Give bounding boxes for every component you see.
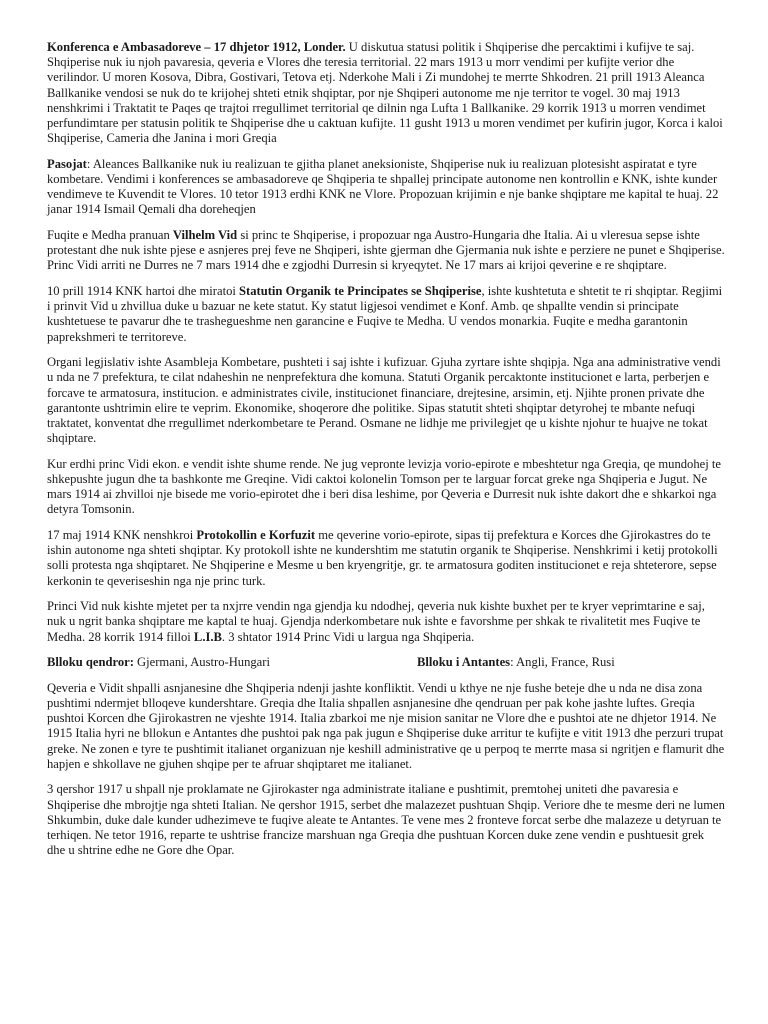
bold-vilhelm-vid: Vilhelm Vid: [172, 228, 238, 243]
paragraph-text: Qeveria e Vidit shpalli asnjanesine dhe Shqiperia ndenji jashte konfliktit. Vendi u kthye ne nje fushe beteje dhe u nda ne disa zona pushtimi ndermjet blloqeve kundershtare. Greqia dhe Italia shpallen asnjanesine dhe qendruan per pak kohe jashte luftes. Greqia pushtoi Korcen dhe Gjirokastren ne vjeshte 1914. Italia zbarkoi me nje mision sanitar ne Vlore dhe e pushtoi ate ne dhjetor 1914. Ne 1915 Italia hyri ne bllokun e Antantes dhe pushtoi pak nga pak jugun e Shqiperise duke arritur te kufijte e vitit 1913 dhe perzuri trupat greke. Ne zonen e tyre te pushtimit italianet organizuan nje keshill administrative qe u perpoq te merrte masa si ngritjen e flamurit dhe hapjen e shkollave ne gjuhen shqipe per te afruar shqiptaret me italianet.: [47, 680, 725, 771]
paragraph-text: , ishte kushtetuta e shtetit te ri shqiptar. Regjimi i prinvit Vid u zhvillua duke u bazuar ne kete statut. Ky statut ligjesoi vendimet e Konf. Amb. qe shpallte vendin si principate kushtetuese te pavarur dhe te trashegueshme nen garancine e Fuqive te Medha. U vendos monarkia. Fuqite e medha garantonin paprekshmeri te territoreve.: [47, 284, 723, 344]
document-page: [47, 40, 725, 869]
central-block-value: Gjermani, Austro-Hungari: [133, 655, 270, 670]
central-block: [47, 655, 417, 670]
paragraph-neutrality: [47, 681, 725, 772]
heading-conference: Konferenca e Ambasadoreve – 17 dhjetor 1912, Londer.: [47, 40, 346, 54]
bold-corfu-protocol: Protokollin e Korfuzit: [196, 528, 316, 543]
bold-organic-statute: Statutin Organik te Principates se Shqiperise: [239, 284, 482, 299]
entente-block-value: : Angli, France, Rusi: [510, 655, 615, 670]
paragraph-text: 3 qershor 1917 u shpall nje proklamate ne Gjirokaster nga administrate italiane e pushtimit, premtohej uniteti dhe pavaresia e Shqiperise dhe mbrojtje nga shteti Italian. Ne qershor 1915, serbet dhe malazezet pushtuan Shqip. Veriore dhe te mesme deri ne lumen Shkumbin, duke dale kunder udhezimeve te fuqive aleate te Antantes. Te vene mes 2 fronteve forcat serbe dhe malazeze u detyruan te terhiqen. Ne tetor 1916, reparte te ushtrise francize marshuan nga Greqia dhe pushtuan Korcen duke zene vendin e pushtuesit grek dhe u shtrine edhe ne Gore dhe Opar.: [47, 782, 725, 858]
paragraph-text: Princi Vid nuk kishte mjetet per ta nxjrre vendin nga gjendja ku ndodhej, qeveria nuk kishte buxhet per te kryer veprimtarine e saj, nuk u ngrit banka shqiptare me kaptal te huaj. Gjendja nderkombetare nuk ishte e favorshme per shkak te rivalitetit mes Fuqive te Medha. 28 korrik 1914 filloi: [47, 599, 705, 644]
paragraph-text: U diskutua statusi politik i Shqiperise dhe percaktimi i kufijve te saj. Shqiperise nuk iu njoh pavaresia, qeveria e Vlores dhe teresia territorial. 22 mars 1913 u morr vendimi per kufijte verior dhe verilindor. U moren Kosova, Dibra, Gostivari, Tetova etj. Nderkohe Mali i Zi mundohej te merrte Shkodren. 21 prill 1913 Aleanca Ballkanike vendosi se nuk do te krijohej shteti etnik shqiptar, por nje Shqiperi autonome me nje territor te vogel. 30 maj 1913 nenshkrimi i Traktatit te Paqes qe trajtoi rregullimet territorial qe dilnin nga Lufta 1 Ballkanike. 29 korrik 1913 u morren vendimet perfundimtare per statusin politik te Shqiperise dhe u caktuan kufijte. 11 gusht 1913 u moren vendimet per kufirin jugor, Korca i kaloi Shqiperise, Cameria dhe Janina i mori Greqia: [47, 40, 723, 146]
paragraph-proclamation: [47, 782, 725, 858]
paragraph-text: : Aleances Ballkanike nuk iu realizuan te gjitha planet aneksioniste, Shqiperise nuk iu realizuan plotesisht aspiratat e tyre kombetare. Vendimi i konferences se ambasadoreve qe Shqiperia te shpallej principate autonome nen kontrollin e KNK, ishte kunder vendimeve te Kuvendit te Vlores. 10 tetor 1913 erdhi KNK ne Vlore. Propozuan krijimin e nje banke shqiptare me kapital te huaj. 22 janar 1914 Ismail Qemali dha doreheqjen: [47, 156, 719, 217]
paragraph-text: si princ te Shqiperise, i propozuar nga Austro-Hungaria dhe Italia. Ai u vleresua sepse ishte protestant dhe nuk ishte pjese e asnjeres prej feve ne Shqiperi, ishte gjerman dhe Gjermania nuk ishte e perziere ne punet e Shqiperise. Princ Vidi arriti ne Durres ne 7 mars 1914 dhe e zgjodhi Durresin si kryeqytet. Ne 17 mars ai krijoi qeverine e re shqiptare.: [47, 228, 725, 273]
paragraph-legislative: [47, 355, 725, 446]
paragraph-text: Fuqite e Medha pranuan: [47, 228, 173, 243]
entente-block-label: Blloku i Antantes: [417, 655, 511, 670]
paragraph-text: 10 prill 1914 KNK hartoi dhe miratoi: [47, 284, 240, 299]
bold-lib: L.I.B: [193, 629, 222, 644]
alliance-blocks: [47, 655, 725, 670]
paragraph-text: Organi legjislativ ishte Asambleja Kombetare, pushteti i saj ishte i kufizuar. Gjuha zyrtare ishte shqipja. Nga ana administrative vendi u nda ne 7 prefektura, te cilat ndaheshin ne nenprefektura dhe komuna. Statuti Organik percaktonte institucionet e larta, perberjen e forcave te armatosura, institucion. e administrates civile, institucionet financiare, drejtesine, arsimin, etj. Njihte pronen private dhe garantonte ushtrimin elire te veprim. Ekonomike, shoqerore dhe politike. Sipas statutit shteti shqiptar detyrohej te mbante nefuqi traktatet, konventat dhe rregullimet nderkombetare te Perand. Osmane ne lidhje me privilegjet qe u kishte njohur te huajve ne tokat shqiptare.: [47, 355, 721, 446]
paragraph-text: 17 maj 1914 KNK nenshkroi: [47, 528, 197, 543]
paragraph-text: me qeverine vorio-epirote, sipas tij prefektura e Korces dhe Gjirokastres do te ishin autonome nga shteti shqiptar. Ky protokoll ishte ne kundershtim me statutin organik te Shqiperise. Nenshkrimi i ketij protokolli solli protesta nga shqiptaret. Ne Shqiperine e Mesme u ben kryengritje, gr. te armatosura goditen institucionet e reja shteterore, sepse kerkonin te qeveriseshin nga nje princ turk.: [47, 528, 718, 588]
heading-consequences: Pasojat: [47, 156, 87, 171]
paragraph-corfu-protocol: [47, 528, 725, 589]
paragraph-conference: [47, 40, 725, 146]
entente-block: [417, 655, 725, 670]
paragraph-text: . 3 shtator 1914 Princ Vidi u largua nga Shqiperia.: [221, 629, 475, 644]
paragraph-text: Kur erdhi princ Vidi ekon. e vendit ishte shume rende. Ne jug vepronte levizja vorio-epirote e mbeshtetur nga Greqia, qe mundohej te shkepushte jugun dhe ta bashkonte me Greqine. Vidi caktoi kolonelin Tomson per te larguar forcat greke nga Shqiperia e Jugut. Ne mars 1914 ai zhvilloi nje bisede me vorio-epirotet dhe i beri disa leshime, por Qeveria e Durresit nuk ishte dakort dhe e shkarkoi nga detyra Tomsonin.: [47, 456, 721, 517]
paragraph-consequences: [47, 157, 725, 218]
paragraph-prince-vid-departure: [47, 599, 725, 645]
central-block-label: Blloku qendror:: [47, 655, 134, 670]
paragraph-economy: [47, 457, 725, 518]
paragraph-organic-statute: [47, 284, 725, 345]
paragraph-vilhelm-vid: [47, 228, 725, 274]
